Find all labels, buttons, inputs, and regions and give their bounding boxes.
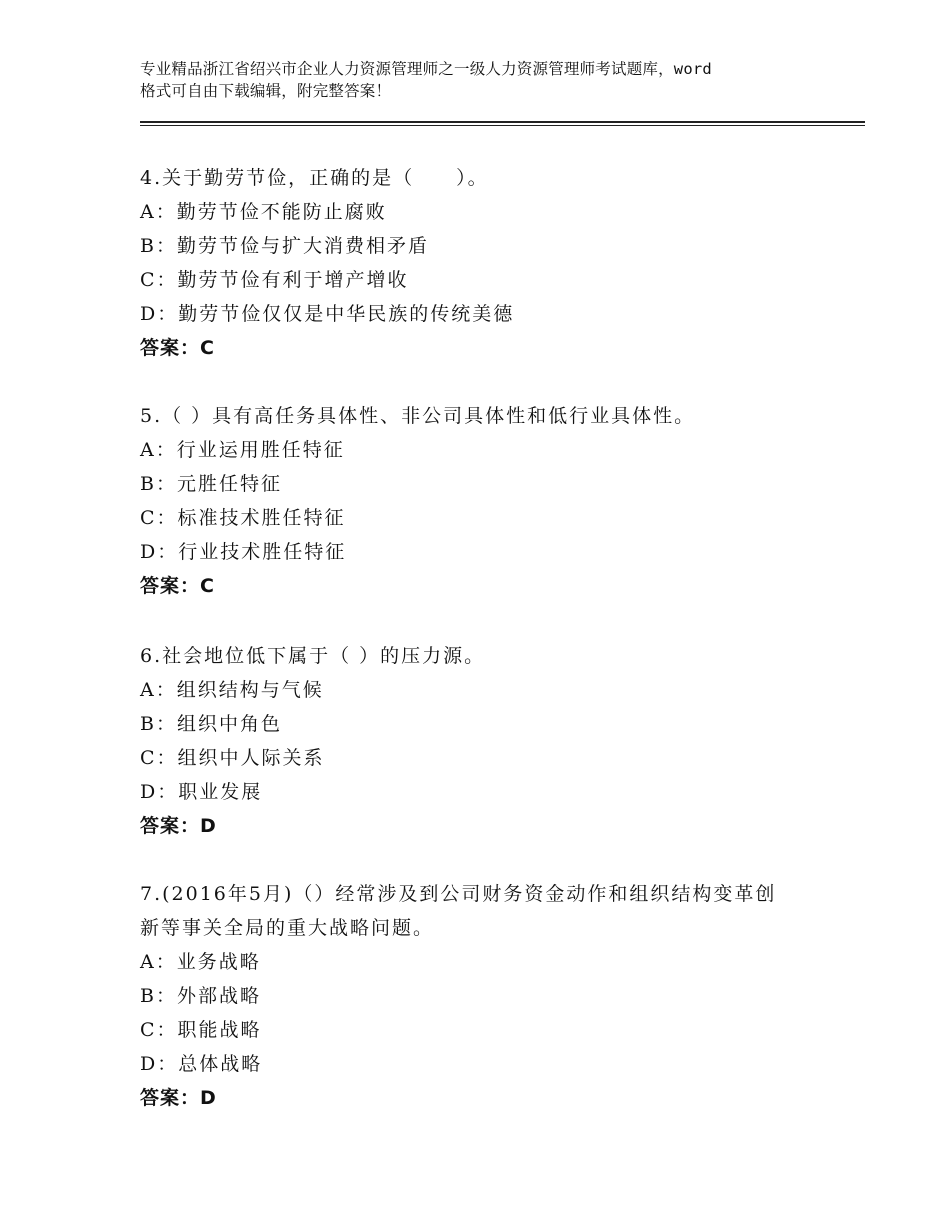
- question-6: [140, 639, 820, 843]
- answer-label: 答案：D: [140, 1087, 217, 1109]
- document-header: [140, 58, 840, 102]
- header-line-2: 格式可自由下载编辑，附完整答案！: [140, 82, 392, 100]
- option-d: D：总体战略: [140, 1053, 263, 1075]
- option-a: A：业务战略: [140, 951, 261, 973]
- option-a: A：勤劳节俭不能防止腐败: [140, 201, 387, 223]
- answer-label: 答案：D: [140, 815, 217, 837]
- question-5: [140, 399, 820, 603]
- answer-label: 答案：C: [140, 575, 215, 597]
- header-line-1: 专业精品浙江省绍兴市企业人力资源管理师之一级人力资源管理师考试题库，word: [140, 60, 712, 78]
- option-c: C：组织中人际关系: [140, 747, 325, 769]
- option-a: A：行业运用胜任特征: [140, 439, 345, 461]
- option-d: D：职业发展: [140, 781, 263, 803]
- question-stem: 6.社会地位低下属于（ ）的压力源。: [140, 645, 486, 667]
- question-stem-line-2: 新等事关全局的重大战略问题。: [140, 917, 435, 939]
- option-a: A：组织结构与气候: [140, 679, 324, 701]
- option-c: C：勤劳节俭有利于增产增收: [140, 269, 409, 291]
- option-d: D：勤劳节俭仅仅是中华民族的传统美德: [140, 303, 515, 325]
- answer-label: 答案：C: [140, 337, 215, 359]
- option-c: C：标准技术胜任特征: [140, 507, 346, 529]
- option-b: B：元胜任特征: [140, 473, 282, 495]
- option-b: B：组织中角色: [140, 713, 282, 735]
- header-divider-thick: [140, 121, 865, 123]
- question-stem: 5.（ ）具有高任务具体性、非公司具体性和低行业具体性。: [140, 405, 696, 427]
- question-4: [140, 161, 820, 365]
- option-c: C：职能战略: [140, 1019, 262, 1041]
- question-stem: 4.关于勤劳节俭，正确的是（ ）。: [140, 167, 489, 189]
- question-stem-line-1: 7.(2016年5月)（）经常涉及到公司财务资金动作和组织结构变革创: [140, 883, 777, 905]
- option-b: B：勤劳节俭与扩大消费相矛盾: [140, 235, 429, 257]
- question-7: [140, 877, 820, 1115]
- option-d: D：行业技术胜任特征: [140, 541, 347, 563]
- option-b: B：外部战略: [140, 985, 261, 1007]
- header-divider-thin: [140, 125, 865, 126]
